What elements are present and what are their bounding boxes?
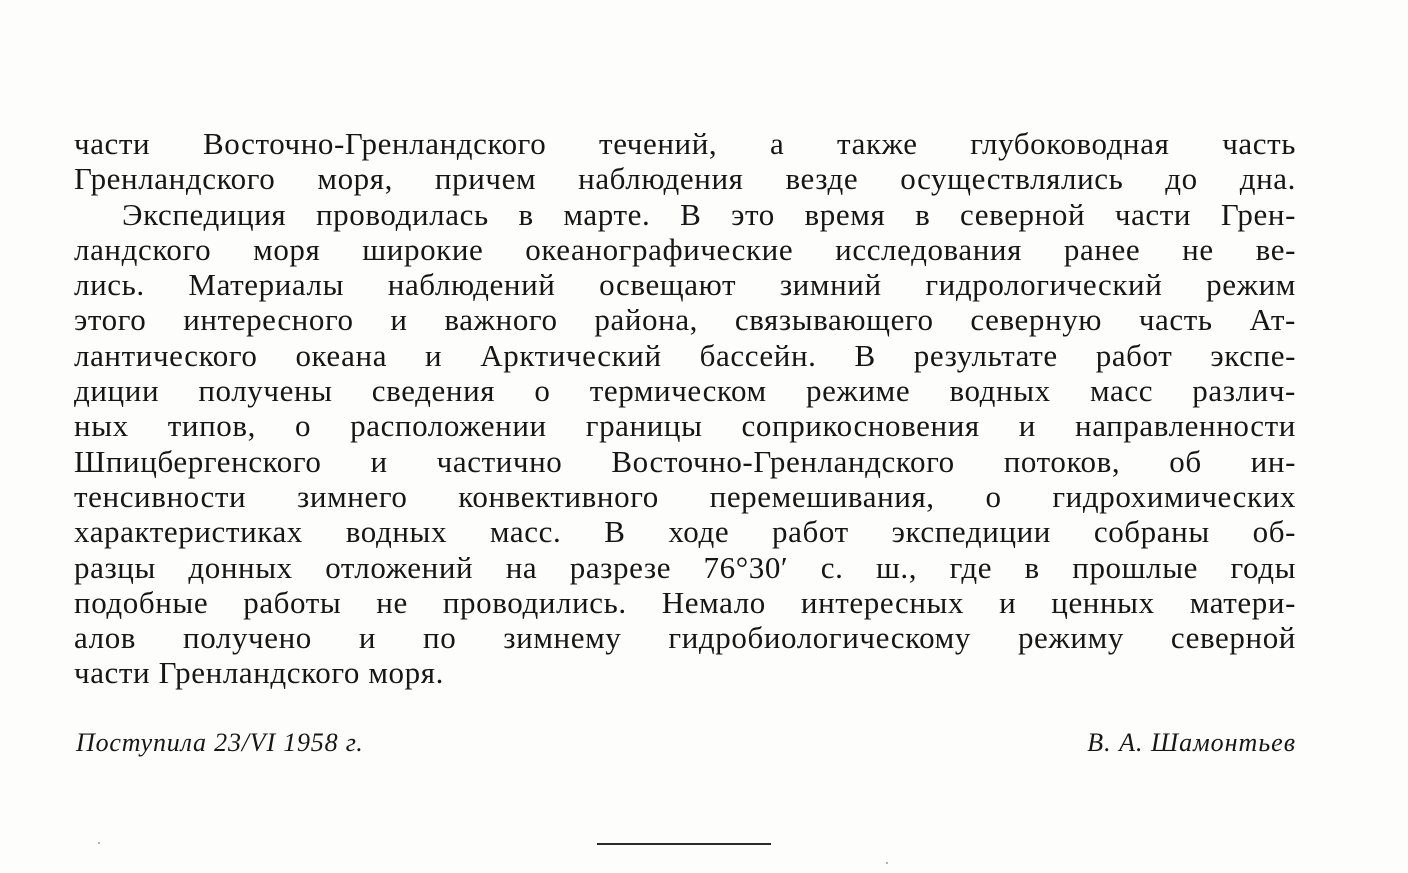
text-line: этого интересного и важного района, связывающего северную часть Ат- bbox=[74, 302, 1296, 338]
text-line: части Восточно-Гренландского течений, а также глубоководная часть bbox=[74, 126, 1296, 161]
print-speck bbox=[98, 842, 100, 844]
text-line: Шпицбергенского и частично Восточно-Гренландского потоков, об ин- bbox=[74, 443, 1296, 479]
text-line: тенсивности зимнего конвективного перемешивания, о гидрохимических bbox=[74, 478, 1296, 514]
text-line: Гренландского моря, причем наблюдения везде осуществлялись до дна. bbox=[74, 161, 1296, 197]
received-date: Поступила 23/VI 1958 г. bbox=[76, 728, 364, 757]
text-line: подобные работы не проводились. Немало интересных и ценных матери- bbox=[74, 584, 1296, 620]
text-line: части Гренландского моря. bbox=[74, 655, 444, 691]
text-line: лись. Материалы наблюдений освещают зимний гидрологический режим bbox=[74, 267, 1296, 303]
print-speck bbox=[886, 862, 888, 864]
text-line: разцы донных отложений на разрезе 76°30′ с. ш., где в прошлые годы bbox=[74, 549, 1296, 585]
text-line: ландского моря широкие океанографические исследования ранее не ве- bbox=[74, 231, 1296, 267]
text-line: характеристиках водных масс. В ходе работ экспедиции собраны об- bbox=[74, 514, 1296, 550]
article-text bbox=[74, 126, 1296, 691]
text-line: ных типов, о расположении границы соприкосновения и направленности bbox=[74, 408, 1296, 444]
end-rule bbox=[597, 843, 771, 845]
text-line: лантического океана и Арктический бассейн. В результате работ экспе- bbox=[74, 337, 1296, 373]
text-line: алов получено и по зимнему гидробиологическому режиму северной bbox=[74, 620, 1296, 656]
author-signature: В. А. Шамонтьев bbox=[1087, 728, 1296, 757]
text-line: диции получены сведения о термическом режиме водных масс различ- bbox=[74, 373, 1296, 409]
text-line: Экспедиция проводилась в марте. В это время в северной части Грен- bbox=[122, 196, 1296, 232]
